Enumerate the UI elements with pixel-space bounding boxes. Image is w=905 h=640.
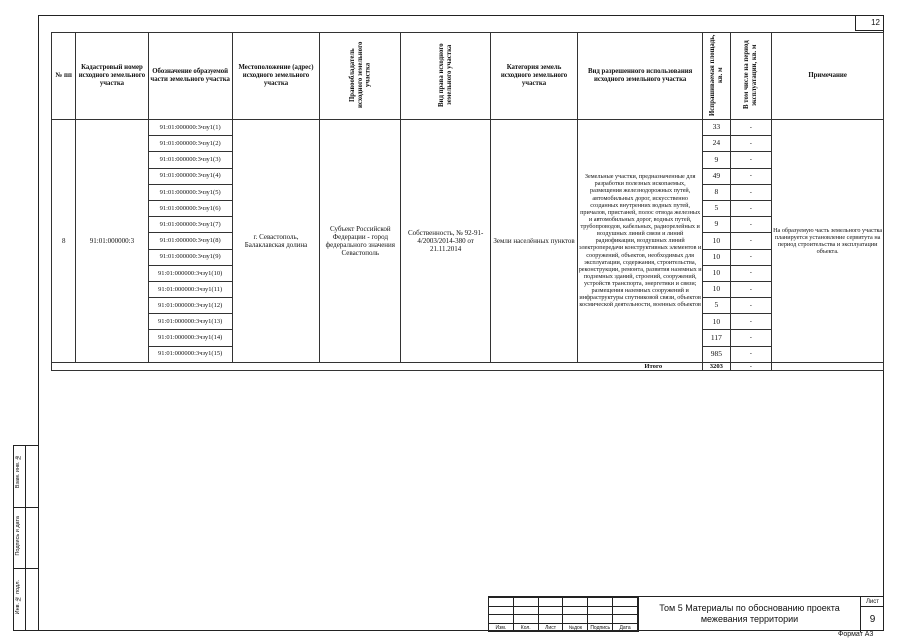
cell-area: 8 (703, 184, 730, 200)
cell-operating: - (730, 281, 772, 297)
header-part: Обозначение образуемой части земельного участка (148, 33, 232, 120)
total-note (772, 362, 884, 371)
cell-area: 5 (703, 298, 730, 314)
side-stamp (13, 445, 38, 631)
header-permitted-use: Вид разрешенного использования исходного земельного участка (578, 33, 703, 120)
cell-area: 985 (703, 346, 730, 362)
side-label-signature: Подпись и дата (15, 516, 21, 556)
cell-part-id: 91:01:000000:3чзу1(2) (148, 136, 232, 152)
side-label-inventory: Инв. № подл. (15, 580, 21, 615)
cell-area: 49 (703, 168, 730, 184)
cell-area: 5 (703, 200, 730, 216)
cell-area: 10 (703, 265, 730, 281)
table-row (52, 120, 884, 136)
land-plot-table (51, 32, 884, 371)
cell-operating: - (730, 168, 772, 184)
cell-part-id: 91:01:000000:3чзу1(3) (148, 152, 232, 168)
document-title: Том 5 Материалы по обоснованию проекта межевания территории (638, 597, 861, 632)
stamp-col-label: Кол. (513, 623, 538, 632)
header-operating: В том числе на период эксплуатации, кв. м (730, 33, 772, 120)
header-note: Примечание (772, 33, 884, 120)
cell-area: 9 (703, 217, 730, 233)
header-location: Местоположение (адрес) исходного земельного участка (232, 33, 319, 120)
cell-operating: - (730, 265, 772, 281)
cell-operating: - (730, 136, 772, 152)
cell-area: 10 (703, 281, 730, 297)
cell-cadastral: 91:01:000000:3 (76, 120, 148, 363)
cell-part-id: 91:01:000000:3чзу1(11) (148, 281, 232, 297)
total-area: 3203 (703, 362, 730, 371)
cell-part-id: 91:01:000000:3чзу1(15) (148, 346, 232, 362)
cell-operating: - (730, 120, 772, 136)
cell-part-id: 91:01:000000:3чзу1(7) (148, 217, 232, 233)
header-category: Категория земель исходного земельного участка (490, 33, 577, 120)
cell-area: 24 (703, 136, 730, 152)
cell-part-id: 91:01:000000:3чзу1(8) (148, 233, 232, 249)
cell-area: 10 (703, 249, 730, 265)
cell-permitted-use: Земельные участки, предназначенные для разработки полезных ископаемых, размещения железнодорожных путей, автомобильных дорог, искусственно созданных внутренних водных путей, причалов, пристаней, полос отвода железных и автомобильных дорог, водных путей, трубопроводов, кабельных, радиорелейных и воздушных линий связи и линий радиофикации, воздушных линий электропередачи конструктивных элементов и сооружений, объектов, необходимых для эксплуатации, содержания, строительства, реконструкции, ремонта, развития наземных и подземных зданий, строений, сооружений, устройств транспорта, энергетики и связи; размещения наземных сооружений и инфраструктуры спутниковой связи, объектов космической деятельности, военных объектов (578, 120, 703, 363)
cell-operating: - (730, 314, 772, 330)
stamp-grid (488, 597, 638, 632)
total-row (52, 362, 884, 371)
cell-part-id: 91:01:000000:3чзу1(6) (148, 200, 232, 216)
cell-part-id: 91:01:000000:3чзу1(1) (148, 120, 232, 136)
cell-operating: - (730, 184, 772, 200)
header-num: № пп (52, 33, 76, 120)
header-area: Испрашиваемая площадь, кв. м (703, 33, 730, 120)
cell-operating: - (730, 217, 772, 233)
header-cadastral: Кадастровый номер исходного земельного участка (76, 33, 148, 120)
stamp-col-label: Дата (613, 623, 638, 632)
cell-area: 10 (703, 314, 730, 330)
cell-part-id: 91:01:000000:3чзу1(9) (148, 249, 232, 265)
cell-operating: - (730, 346, 772, 362)
cell-operating: - (730, 152, 772, 168)
cell-operating: - (730, 233, 772, 249)
cell-holder: Субъект Российской Федерации - город федерального значения Севастополь (320, 120, 401, 363)
cell-part-id: 91:01:000000:3чзу1(10) (148, 265, 232, 281)
cell-part-id: 91:01:000000:3чзу1(5) (148, 184, 232, 200)
cell-right-type: Собственность, № 92-91-4/2003/2014-380 от 21.11.2014 (401, 120, 490, 363)
header-right-type: Вид права исходного земельного участка (401, 33, 490, 120)
cell-area: 9 (703, 152, 730, 168)
cell-operating: - (730, 249, 772, 265)
cell-part-id: 91:01:000000:3чзу1(4) (148, 168, 232, 184)
sheet-number: 9 (869, 614, 876, 625)
cell-operating: - (730, 330, 772, 346)
cell-operating: - (730, 200, 772, 216)
cell-num: 8 (52, 120, 76, 363)
cell-note: На образуемую часть земельного участка планируется установление сервитута на период строительства и эксплуатации объекта. (772, 120, 884, 363)
header-holder: Правообладатель исходного земельного участка (320, 33, 401, 120)
title-block (488, 596, 884, 632)
cell-area: 33 (703, 120, 730, 136)
page-number: 12 (855, 16, 884, 31)
stamp-col-label: Лист (538, 623, 563, 632)
stamp-col-label: Изм. (489, 623, 514, 632)
cell-category: Земли населённых пунктов (490, 120, 577, 363)
cell-part-id: 91:01:000000:3чзу1(13) (148, 314, 232, 330)
cell-area: 10 (703, 233, 730, 249)
sheet-label: Лист (861, 597, 884, 607)
cell-operating: - (730, 298, 772, 314)
cell-part-id: 91:01:000000:3чзу1(14) (148, 330, 232, 346)
stamp-col-label: Подпись (588, 623, 613, 632)
cell-part-id: 91:01:000000:3чзу1(12) (148, 298, 232, 314)
total-label: Итого (52, 362, 703, 371)
cell-area: 117 (703, 330, 730, 346)
stamp-col-label: №док (563, 623, 588, 632)
cell-location: г. Севастополь, Балаклавская долина (232, 120, 319, 363)
side-label-replace: Взам. инв. № (15, 454, 21, 489)
total-operating: - (730, 362, 772, 371)
format-label: Формат А3 (838, 631, 874, 638)
